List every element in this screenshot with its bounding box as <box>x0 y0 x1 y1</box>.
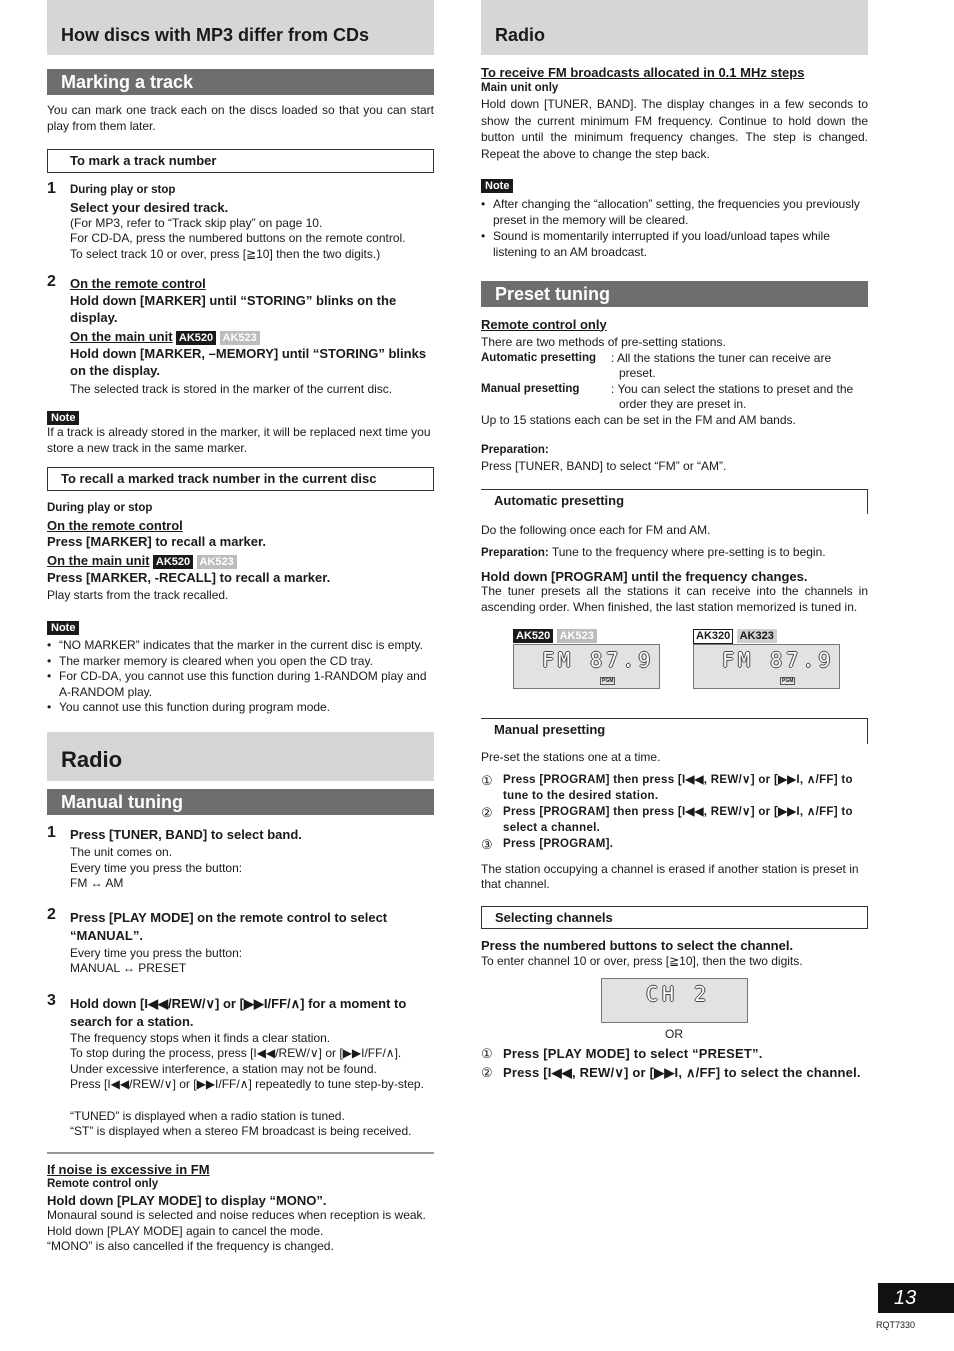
note-text: If a track is already stored in the marker, it will be replaced next time you store a new track in the same marker. <box>47 425 431 455</box>
tuning-step-1 <box>47 823 434 892</box>
note-item: • You cannot use this function during program mode. <box>47 700 434 716</box>
radio-title: Radio <box>481 0 868 55</box>
prep-text: Tune to the frequency where pre-setting is to begin. <box>551 545 826 559</box>
step-instruction: Press [PLAY MODE] to select “PRESET”. <box>503 1046 763 1061</box>
step-number: ① <box>481 773 493 788</box>
term: Manual presetting <box>481 382 580 395</box>
step-detail: MANUAL ↔ PRESET <box>70 961 187 975</box>
auto-preset-row <box>481 351 868 382</box>
note-item: • The marker memory is cleared when you open the CD tray. <box>47 654 434 670</box>
manual-after: The station occupying a channel is erased if another station is preset in that channel. <box>481 861 859 891</box>
preset-limit: Up to 15 stations each can be set in the FM and AM bands. <box>481 412 796 427</box>
model-tag: AK523 <box>557 629 597 643</box>
step-detail: To stop during the process, press [I◀◀/REW/∨] or [▶▶I/FF/∧]. <box>70 1046 402 1060</box>
auto-once: Do the following once each for FM and AM. <box>481 522 711 537</box>
main-unit-heading: On the main unit <box>70 328 173 344</box>
select-text: To enter channel 10 or over, press [≧10], then the two digits. <box>481 953 803 968</box>
pgm-indicator: PGM <box>602 678 614 684</box>
note-label: Note <box>47 411 79 425</box>
radio-title: Radio <box>47 732 434 781</box>
model-tag: AK523 <box>220 331 260 345</box>
step-number: ② <box>481 1064 493 1080</box>
note-list <box>481 196 868 260</box>
mark-track-box: To mark a track number <box>47 149 434 173</box>
remote-control-heading: On the remote control <box>47 518 183 533</box>
step-detail: (For MP3, refer to “Track skip play” on page 10. <box>70 215 323 230</box>
divider <box>47 1152 434 1154</box>
fm-context: Main unit only <box>481 81 559 94</box>
model-tag: AK323 <box>737 629 777 643</box>
noise-heading: If noise is excessive in FM <box>47 1161 210 1177</box>
note-list <box>47 638 434 716</box>
select-instruction: Press the numbered buttons to select the channel. <box>481 938 794 953</box>
step-detail: “ST” is displayed when a stereo FM broadcast is being received. <box>70 1124 412 1138</box>
manual-tuning-heading: Manual tuning <box>47 789 434 815</box>
auto-prep <box>481 545 868 562</box>
manual-preset-row <box>481 382 868 413</box>
noise-instruction: Hold down [PLAY MODE] to display “MONO”. <box>47 1192 327 1208</box>
lcd-text: FM 87.9 <box>722 648 835 672</box>
auto-instruction: Hold down [PROGRAM] until the frequency changes. <box>481 568 808 584</box>
step-number: ② <box>481 805 493 820</box>
remote-control-heading: On the remote control <box>70 276 206 291</box>
mark-step-2 <box>47 273 434 398</box>
note-item: • After changing the “allocation” setting, the frequencies you previously preset in the memory will be cleared. <box>481 196 868 228</box>
display-figures <box>481 628 868 706</box>
model-tag: AK520 <box>153 555 193 569</box>
auto-preset-box: Automatic presetting <box>481 489 868 514</box>
term: Automatic presetting <box>481 351 597 364</box>
lcd-display <box>513 644 660 689</box>
note-item: • For CD-DA, you cannot use this function during 1-RANDOM play and A-RANDOM play. <box>47 669 434 700</box>
manual-preset-box: Manual presetting <box>481 718 868 744</box>
step-detail: The frequency stops when it finds a clear station. <box>70 1030 331 1045</box>
model-tags-a <box>513 628 597 644</box>
step-number: 1 <box>47 823 56 841</box>
lcd-text: CH 2 <box>646 982 711 1006</box>
step-detail: “TUNED” is displayed when a radio station is tuned. <box>70 1108 345 1123</box>
manual-step <box>481 805 868 836</box>
model-tag: AK520 <box>176 331 216 345</box>
right-column <box>481 0 868 1081</box>
recall-result: Play starts from the track recalled. <box>47 588 229 602</box>
preset-heading: Preset tuning <box>481 281 868 307</box>
marking-intro: You can mark one track each on the discs loaded so that you can start play from them later. <box>47 103 434 133</box>
step-detail: Press [I◀◀/REW/∨] or [▶▶I/FF/∧] repeatedly to tune step-by-step. <box>70 1077 424 1091</box>
lcd-text: FM 87.9 <box>542 648 655 672</box>
left-column <box>47 0 434 1255</box>
model-tag: AK520 <box>513 629 553 643</box>
auto-text: The tuner presets all the stations it can receive into the channels in ascending order. When finished, the last station memorized is tuned in. <box>481 584 868 614</box>
manual-step <box>481 837 868 853</box>
step-number: 2 <box>47 273 56 290</box>
note-label: Note <box>481 179 513 193</box>
main-unit-line <box>47 553 434 570</box>
step-instruction: Select your desired track. <box>70 200 229 215</box>
page-title: How discs with MP3 differ from CDs <box>47 0 434 55</box>
selecting-box: Selecting channels <box>481 906 868 930</box>
step-detail: The selected track is stored in the marker of the current disc. <box>70 382 393 396</box>
recall-box: To recall a marked track number in the current disc <box>47 467 434 491</box>
preset-intro: There are two methods of pre-setting stations. <box>481 335 726 349</box>
step-detail: Under excessive interference, a station may not be found. <box>70 1061 377 1076</box>
step-number: ③ <box>481 837 493 852</box>
step-instruction: Press [TUNER, BAND] to select band. <box>70 826 302 842</box>
note-label: Note <box>47 621 79 635</box>
model-tags-b <box>693 628 777 644</box>
step-instruction: Press [PROGRAM] then press [I◀◀, REW/∨] or [▶▶I, ∧/FF] to tune to the desired station. <box>503 774 853 802</box>
recall-instruction: Press [MARKER] to recall a marker. <box>47 533 266 549</box>
main-unit-heading: On the main unit <box>47 553 150 568</box>
select-step <box>481 1064 868 1081</box>
fm-text: Hold down [TUNER, BAND]. The display changes in a few seconds to show the current minimum FM frequency. Continue to hold down the button until the minimum frequency changes. The step is changed. Repeat the above to change the step back. <box>481 97 868 161</box>
definition: : All the stations the tuner can receive are preset. <box>611 350 832 380</box>
fm-steps-heading: To receive FM broadcasts allocated in 0.1 MHz steps <box>481 65 805 80</box>
step-number: 2 <box>47 905 56 923</box>
noise-context: Remote control only <box>47 1178 159 1190</box>
step-detail: Every time you press the button: <box>70 860 243 875</box>
step-instruction: Press [PROGRAM]. <box>503 838 614 850</box>
note-item: • Sound is momentarily interrupted if you load/unload tapes while listening to an AM broadcast. <box>481 228 868 260</box>
prep-text: Press [TUNER, BAND] to select “FM” or “AM”. <box>481 458 727 473</box>
step-instruction: Press [I◀◀, REW/∨] or [▶▶I, ∧/FF] to select the channel. <box>503 1064 861 1080</box>
noise-detail: Monaural sound is selected and noise reduces when reception is weak. <box>47 1208 426 1222</box>
tuning-step-2 <box>47 905 434 977</box>
step-number: 1 <box>47 179 56 197</box>
step-detail: FM ↔ AM <box>70 876 124 890</box>
step-detail: For CD-DA, press the numbered buttons on the remote control. <box>70 231 406 245</box>
tuning-step-3 <box>47 991 434 1140</box>
or-label: OR <box>665 1027 683 1041</box>
remote-only-heading: Remote control only <box>481 316 607 332</box>
manual-step <box>481 773 868 804</box>
definition: : You can select the stations to preset and the order they are preset in. <box>611 381 854 411</box>
pgm-indicator: PGM <box>782 678 794 684</box>
marking-heading: Marking a track <box>47 69 434 95</box>
noise-detail: Hold down [PLAY MODE] again to cancel the mode. <box>47 1223 324 1238</box>
step-context: During play or stop <box>70 183 176 196</box>
model-tag: AK523 <box>197 555 237 569</box>
model-tag: AK320 <box>693 629 733 644</box>
step-detail: To select track 10 or over, press [≧10] then the two digits.) <box>70 246 381 261</box>
step-instruction: Hold down [MARKER] until “STORING” blinks on the display. <box>70 292 397 325</box>
document-code: RQT7330 <box>876 1320 916 1330</box>
manual-intro: Pre-set the stations one at a time. <box>481 749 661 764</box>
step-number: 3 <box>47 991 56 1009</box>
select-step <box>481 1046 868 1062</box>
step-number: ① <box>481 1046 493 1061</box>
step-instruction: Press [PROGRAM] then press [I◀◀, REW/∨] or [▶▶I, ∧/FF] to select a channel. <box>503 806 853 834</box>
prep-label: Preparation: <box>481 547 549 559</box>
channel-figure <box>481 978 868 1046</box>
lcd-display <box>693 644 840 689</box>
page-number: 13 <box>878 1283 954 1313</box>
step-instruction: Hold down [MARKER, –MEMORY] until “STORING” blinks on the display. <box>70 346 427 378</box>
recall-instruction: Press [MARKER, -RECALL] to recall a marker. <box>47 569 331 585</box>
step-instruction: Press [PLAY MODE] on the remote control to select “MANUAL”. <box>70 909 388 943</box>
noise-detail: “MONO” is also cancelled if the frequency is changed. <box>47 1239 334 1253</box>
step-detail: The unit comes on. <box>70 845 173 859</box>
step-instruction: Hold down [I◀◀/REW/∨] or [▶▶I/FF/∧] for a moment to search for a station. <box>70 995 407 1029</box>
recall-context: During play or stop <box>47 501 153 514</box>
prep-label: Preparation: <box>481 444 549 456</box>
select-steps <box>481 1046 868 1081</box>
note-item: • “NO MARKER” indicates that the marker in the current disc is empty. <box>47 638 434 654</box>
main-unit-line <box>70 329 434 346</box>
step-detail: Every time you press the button: <box>70 945 243 960</box>
mark-step-1 <box>47 179 434 263</box>
lcd-display <box>601 978 748 1023</box>
manual-steps <box>481 773 868 853</box>
